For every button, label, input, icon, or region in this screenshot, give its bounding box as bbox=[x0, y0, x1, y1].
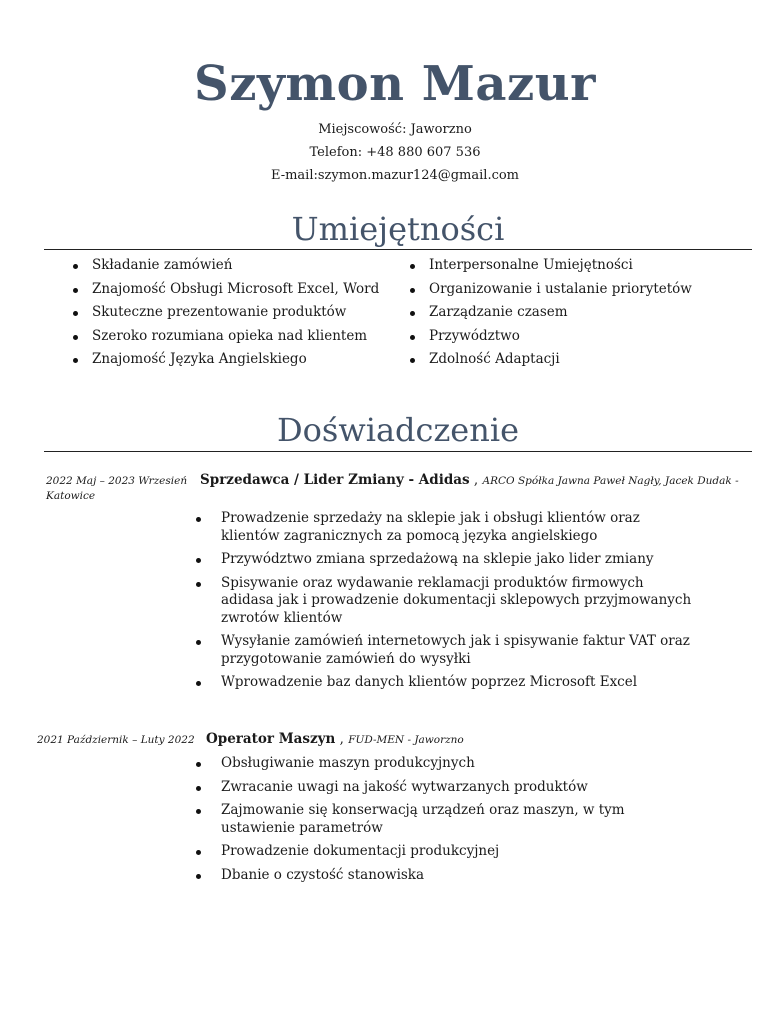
skills-list-right bbox=[407, 257, 727, 375]
skill-item: Skuteczne prezentowanie produktów bbox=[70, 304, 390, 321]
job-dates bbox=[46, 474, 187, 504]
job-date-range: 2021 Październik – Luty 2022 bbox=[37, 734, 195, 746]
phone-line: Telefon: +48 880 607 536 bbox=[309, 145, 481, 160]
duty-item: Wprowadzenie baz danych klientów poprzez Microsoft Excel bbox=[196, 674, 696, 692]
experience-divider bbox=[44, 451, 752, 452]
experience-heading: Doświadczenie bbox=[276, 411, 520, 449]
duty-item: Dbanie o czystość stanowiska bbox=[196, 867, 696, 885]
job-location: Katowice bbox=[46, 490, 96, 502]
duty-item: Zajmowanie się konserwacją urządzeń oraz maszyn, w tym ustawienie parametrów bbox=[196, 802, 696, 837]
skills-divider bbox=[44, 249, 752, 250]
skills-heading: Umiejętności bbox=[291, 210, 505, 248]
skill-item: Znajomość Języka Angielskiego bbox=[70, 351, 390, 368]
job-company: ARCO Spółka Jawna Paweł Nagły, Jacek Dudak - bbox=[482, 475, 739, 487]
email-line: E-mail:szymon.mazur124@gmail.com bbox=[270, 168, 520, 183]
duty-item: Wysyłanie zamówień internetowych jak i spisywanie faktur VAT oraz przygotowanie zamówień do wysyłki bbox=[196, 633, 696, 668]
duty-item: Spisywanie oraz wydawanie reklamacji produktów firmowych adidasa jak i prowadzenie dokumentacji sklepowych przyjmowanych zwrotów klientów bbox=[196, 575, 696, 628]
duty-item: Przywództwo zmiana sprzedażową na sklepie jako lider zmiany bbox=[196, 551, 696, 569]
job-separator: , bbox=[469, 472, 483, 488]
job-date-range: 2022 Maj – 2023 Wrzesień bbox=[46, 475, 188, 487]
skill-item: Zarządzanie czasem bbox=[407, 304, 727, 321]
skill-item: Interpersonalne Umiejętności bbox=[407, 257, 727, 274]
skill-item: Przywództwo bbox=[407, 328, 727, 345]
duty-item: Prowadzenie dokumentacji produkcyjnej bbox=[196, 843, 696, 861]
job-dates bbox=[37, 733, 195, 748]
job-separator: , bbox=[335, 731, 349, 747]
job-header bbox=[206, 731, 464, 747]
location-line: Miejscowość: Jaworzno bbox=[318, 122, 472, 137]
job-role: Sprzedawca / Lider Zmiany - Adidas bbox=[200, 472, 470, 488]
job-company: FUD-MEN - Jaworzno bbox=[348, 734, 464, 746]
skill-item: Znajomość Obsługi Microsoft Excel, Word bbox=[70, 281, 390, 298]
candidate-name: Szymon Mazur bbox=[194, 56, 596, 112]
skill-item: Składanie zamówień bbox=[70, 257, 390, 274]
skill-item: Organizowanie i ustalanie priorytetów bbox=[407, 281, 727, 298]
skills-list-left bbox=[70, 257, 390, 375]
job-duties bbox=[196, 510, 696, 698]
job-role: Operator Maszyn bbox=[206, 731, 336, 747]
job-header bbox=[200, 472, 739, 488]
skill-item: Szeroko rozumiana opieka nad klientem bbox=[70, 328, 390, 345]
duty-item: Zwracanie uwagi na jakość wytwarzanych produktów bbox=[196, 779, 696, 797]
skill-item: Zdolność Adaptacji bbox=[407, 351, 727, 368]
duty-item: Obsługiwanie maszyn produkcyjnych bbox=[196, 755, 696, 773]
duty-item: Prowadzenie sprzedaży na sklepie jak i obsługi klientów oraz klientów zagranicznych za pomocą języka angielskiego bbox=[196, 510, 696, 545]
job-duties bbox=[196, 755, 696, 890]
